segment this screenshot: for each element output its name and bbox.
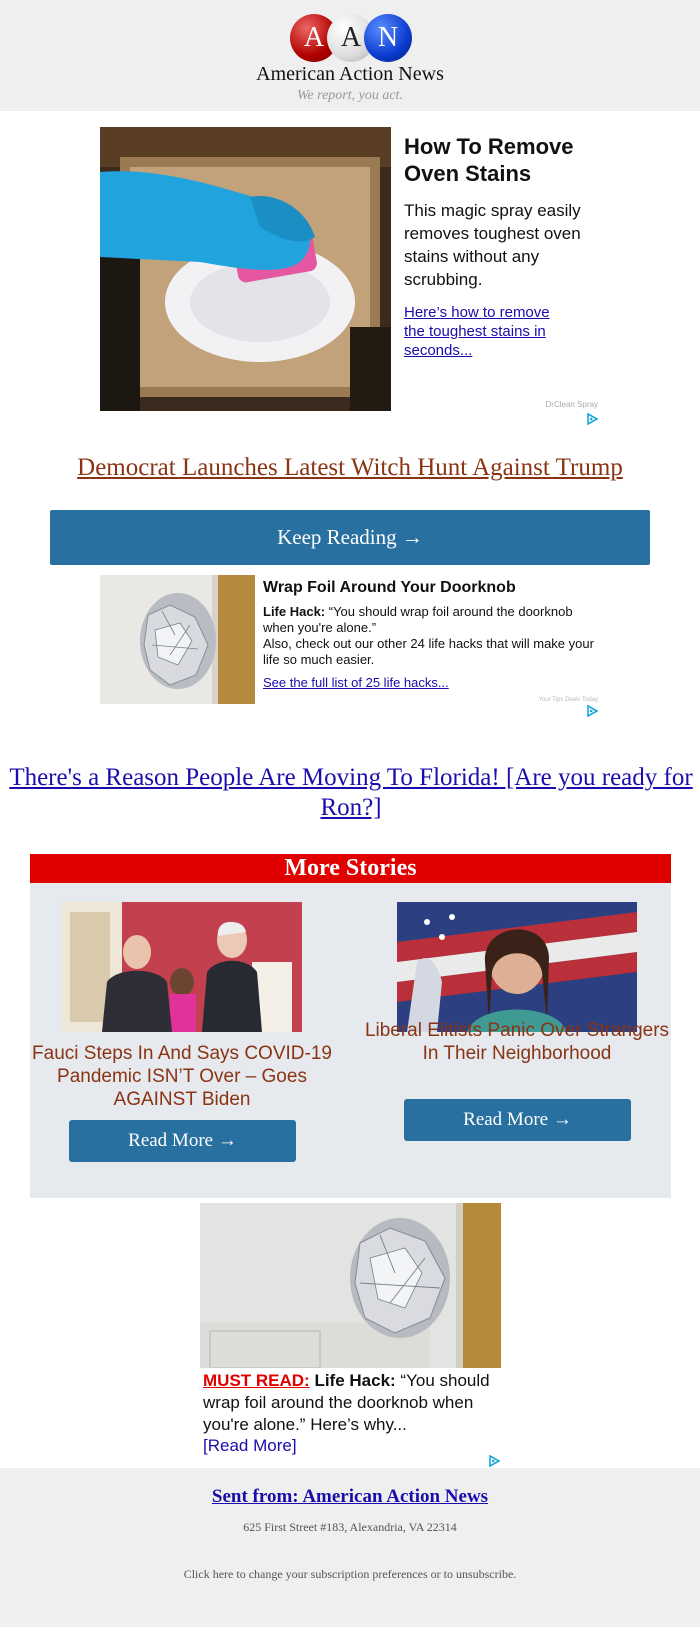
foil-ad-sponsor[interactable]: Your Tips Deals Today — [538, 697, 598, 703]
must-read-quote: “You should wrap foil around the doorknob when you're alone.” Here’s why... — [203, 1371, 490, 1434]
sent-from-link[interactable]: Sent from: American Action News — [211, 1486, 489, 1507]
mailing-address: 625 First Street #183, Alexandria, VA 22314 — [243, 1520, 457, 1534]
unsubscribe-link[interactable]: Click here to change your subscription preferences or to unsubscribe. — [183, 1567, 517, 1581]
logo-ball-n-blue: N — [364, 14, 412, 62]
foil-ad-title[interactable]: Wrap Foil Around Your Doorknob — [263, 579, 516, 596]
foil-doorknob-photo — [200, 1203, 501, 1368]
oven-ad-image[interactable] — [100, 127, 391, 411]
foil-doorknob-illustration — [100, 575, 255, 704]
aan-logo[interactable] — [290, 14, 412, 62]
story-title-elitists[interactable]: Liberal Elitists Panic Over Strangers In Their Neighborhood — [364, 1020, 670, 1064]
must-read-ad-image[interactable] — [200, 1203, 501, 1368]
must-read-read-more-link[interactable]: [Read More] — [203, 1436, 297, 1455]
tagline: We report, you act. — [297, 88, 403, 103]
oven-ad-title[interactable]: How To Remove Oven Stains — [404, 134, 574, 186]
oven-ad-body: This magic spray easily removes toughest oven stains without any scrubbing. — [404, 201, 581, 289]
story-photo-fauci-biden — [62, 902, 302, 1032]
foil-ad-link[interactable]: See the full list of 25 life hacks... — [263, 675, 449, 690]
story-title-fauci[interactable]: Fauci Steps In And Says COVID-19 Pandemic ISN’T Over – Goes AGAINST Biden — [32, 1043, 332, 1110]
must-read-label: MUST READ: — [203, 1371, 310, 1390]
florida-link[interactable]: There's a Reason People Are Moving To Florida! [Are you ready for Ron?] — [9, 764, 693, 821]
logo-ball-a-white: A — [327, 14, 375, 62]
story-photo-flag-woman — [397, 902, 637, 1032]
headline-link[interactable]: Democrat Launches Latest Witch Hunt Against Trump — [77, 454, 623, 481]
must-read-ad-text[interactable] — [203, 1370, 503, 1436]
foil-ad-body — [263, 604, 603, 668]
keep-reading-button[interactable]: Keep Reading → — [50, 510, 650, 565]
oven-ad-sponsor[interactable]: DrClean Spray — [545, 400, 598, 409]
foil-ad-image[interactable] — [100, 575, 255, 704]
logo-ball-a-red: A — [290, 14, 338, 62]
foil-ad-more-text: Also, check out our other 24 life hacks that will make your life so much easier. — [263, 636, 594, 667]
story-image-elitists[interactable] — [397, 902, 637, 1032]
foil-ad-quote: “You should wrap foil around the doorknob when you're alone.” — [263, 604, 573, 635]
read-more-button-elitists[interactable]: Read More → — [404, 1099, 631, 1141]
adchoices-icon[interactable] — [586, 413, 599, 425]
adchoices-icon[interactable] — [586, 705, 599, 717]
brand-name: American Action News — [256, 63, 444, 85]
life-hack-label: Life Hack: — [263, 604, 326, 619]
more-stories-heading: More Stories — [30, 854, 671, 883]
read-more-button-fauci[interactable]: Read More → — [69, 1120, 296, 1162]
adchoices-icon[interactable] — [488, 1455, 501, 1467]
oven-cleaning-illustration — [100, 127, 391, 411]
story-image-fauci[interactable] — [62, 902, 302, 1032]
life-hack-label: Life Hack: — [314, 1371, 396, 1390]
oven-ad-link[interactable]: Here’s how to remove the toughest stains in seconds... — [404, 304, 550, 359]
